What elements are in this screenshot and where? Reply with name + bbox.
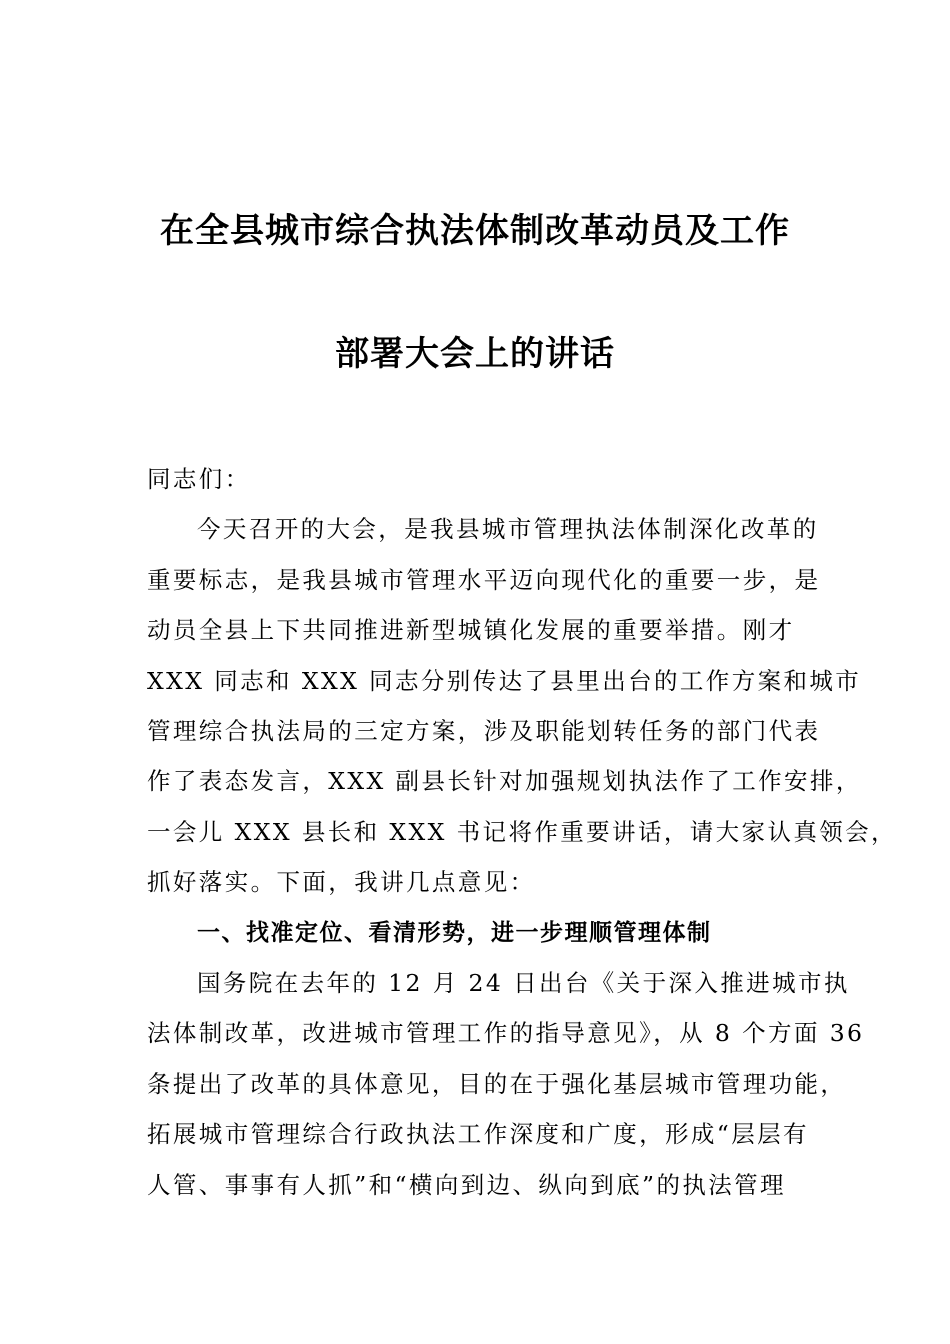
- paragraph-line: 一会儿 XXX 县长和 XXX 书记将作重要讲话，请大家认真领会，: [147, 817, 897, 846]
- paragraph-line: 条提出了改革的具体意见，目的在于强化基层城市管理功能，: [147, 1069, 847, 1098]
- paragraph-line: 抓好落实。下面，我讲几点意见：: [147, 868, 536, 897]
- section-heading: 一、找准定位、看清形势，进一步理顺管理体制: [197, 919, 712, 946]
- paragraph-line: 人管、事事有人抓”和“横向到边、纵向到底”的执法管理: [147, 1170, 786, 1199]
- paragraph-line: 重要标志，是我县城市管理水平迈向现代化的重要一步，是: [147, 565, 821, 594]
- paragraph-line: 拓展城市管理综合行政执法工作深度和广度，形成“层层有: [147, 1120, 809, 1149]
- paragraph-line: 法体制改革，改进城市管理工作的指导意见》，从 8 个方面 36: [147, 1019, 865, 1048]
- paragraph-line: 国务院在去年的 12 月 24 日出台《关于深入推进城市执: [197, 969, 850, 997]
- paragraph-line: 管理综合执法局的三定方案，涉及职能划转任务的部门代表: [147, 717, 821, 745]
- paragraph-line: 作了表态发言，XXX 副县长针对加强规划执法作了工作安排，: [147, 767, 862, 796]
- paragraph-line: 动员全县上下共同推进新型城镇化发展的重要举措。刚才: [147, 616, 795, 645]
- paragraph-line: 同志们：: [147, 465, 251, 493]
- document-title-line-1: 在全县城市综合执法体制改革动员及工作: [160, 211, 790, 251]
- document-title-line-2: 部署大会上的讲话: [335, 334, 615, 374]
- paragraph-line: XXX 同志和 XXX 同志分别传达了县里出台的工作方案和城市: [147, 666, 862, 695]
- paragraph-line: 今天召开的大会，是我县城市管理执法体制深化改革的: [197, 515, 819, 544]
